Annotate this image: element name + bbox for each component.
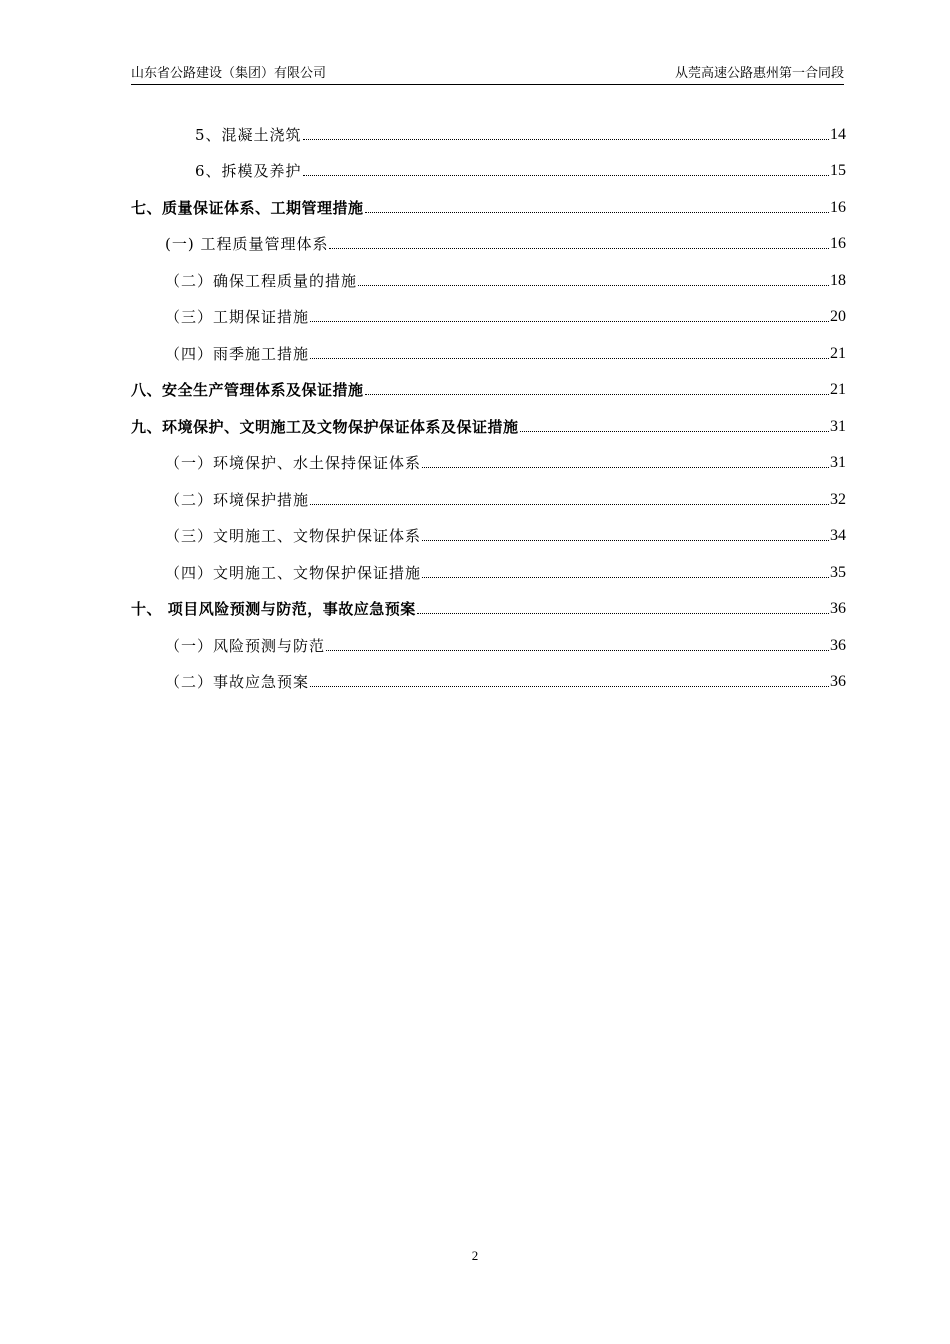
toc-entry[interactable] xyxy=(131,181,846,218)
toc-dot-leader xyxy=(310,321,829,322)
toc-dot-leader xyxy=(422,467,829,468)
toc-entry-page: 31 xyxy=(830,417,846,435)
toc-entry[interactable] xyxy=(131,218,846,255)
toc-entry-title: （二）环境保护措施 xyxy=(165,490,310,509)
toc-entry-page: 35 xyxy=(830,563,846,581)
toc-entry-title: 5、混凝土浇筑 xyxy=(195,125,302,144)
toc-entry-title: (一) 工程质量管理体系 xyxy=(165,235,329,253)
toc-entry-title: 十、 项目风险预测与防范，事故应急预案 xyxy=(131,600,416,618)
toc-dot-leader xyxy=(422,577,829,578)
toc-dot-leader xyxy=(310,686,829,687)
toc-entry-page: 21 xyxy=(830,344,846,362)
toc-entry-title: （三）文明施工、文物保护保证体系 xyxy=(165,527,422,545)
toc-entry-title: （一）环境保护、水土保持保证体系 xyxy=(165,454,422,472)
toc-entry-title: 6、拆模及养护 xyxy=(195,162,302,180)
toc-entry[interactable] xyxy=(131,619,846,656)
toc-dot-leader xyxy=(310,358,829,359)
toc-entry[interactable] xyxy=(131,583,846,620)
toc-dot-leader xyxy=(326,650,829,651)
toc-dot-leader xyxy=(310,504,829,505)
toc-entry[interactable] xyxy=(131,510,846,547)
toc-entry-title: （二）确保工程质量的措施 xyxy=(165,271,358,290)
toc-entry[interactable] xyxy=(131,254,846,291)
toc-entry-page: 34 xyxy=(830,527,846,544)
toc-dot-leader xyxy=(303,139,829,140)
toc-dot-leader xyxy=(358,285,829,286)
toc-entry-page: 36 xyxy=(830,636,846,654)
toc-entry[interactable] xyxy=(131,400,846,437)
toc-entry[interactable] xyxy=(131,108,846,145)
toc-dot-leader xyxy=(520,431,829,432)
toc-entry-page: 21 xyxy=(830,381,846,398)
page-number: 2 xyxy=(471,1248,479,1263)
toc-entry[interactable] xyxy=(131,656,846,693)
toc-entry-page: 14 xyxy=(830,125,846,143)
toc-dot-leader xyxy=(422,540,829,541)
toc-entry-title: 七、质量保证体系、工期管理措施 xyxy=(131,198,364,217)
toc-entry-title: （一）风险预测与防范 xyxy=(165,636,326,655)
toc-entry-page: 15 xyxy=(830,162,846,179)
toc-entry[interactable] xyxy=(131,437,846,474)
toc-entry-page: 31 xyxy=(830,454,846,471)
toc-entry[interactable] xyxy=(131,327,846,364)
toc-entry-title: 九、环境保护、文明施工及文物保护保证体系及保证措施 xyxy=(131,417,519,436)
header-company: 山东省公路建设（集团）有限公司 xyxy=(131,66,327,81)
toc-entry-page: 16 xyxy=(830,198,846,216)
header-contract-section: 从莞高速公路惠州第一合同段 xyxy=(674,66,844,81)
page-header xyxy=(131,64,844,85)
toc-entry-page: 16 xyxy=(830,235,846,252)
toc-dot-leader xyxy=(329,248,829,249)
table-of-contents xyxy=(131,108,846,692)
toc-entry-page: 18 xyxy=(830,271,846,289)
toc-entry[interactable] xyxy=(131,364,846,401)
toc-entry-title: 八、安全生产管理体系及保证措施 xyxy=(131,381,364,399)
toc-entry[interactable] xyxy=(131,291,846,328)
toc-entry[interactable] xyxy=(131,546,846,583)
toc-entry-title: （四）文明施工、文物保护保证措施 xyxy=(165,563,422,582)
toc-entry[interactable] xyxy=(131,145,846,182)
toc-entry-page: 32 xyxy=(830,490,846,508)
toc-dot-leader xyxy=(365,394,829,395)
toc-entry-title: （二）事故应急预案 xyxy=(165,673,310,691)
toc-entry-title: （四）雨季施工措施 xyxy=(165,344,310,363)
toc-dot-leader xyxy=(417,613,829,614)
toc-entry-page: 20 xyxy=(830,308,846,325)
toc-entry-page: 36 xyxy=(830,673,846,690)
toc-entry-page: 36 xyxy=(830,600,846,617)
toc-dot-leader xyxy=(365,212,829,213)
toc-dot-leader xyxy=(303,175,829,176)
toc-entry[interactable] xyxy=(131,473,846,510)
toc-entry-title: （三）工期保证措施 xyxy=(165,308,310,326)
